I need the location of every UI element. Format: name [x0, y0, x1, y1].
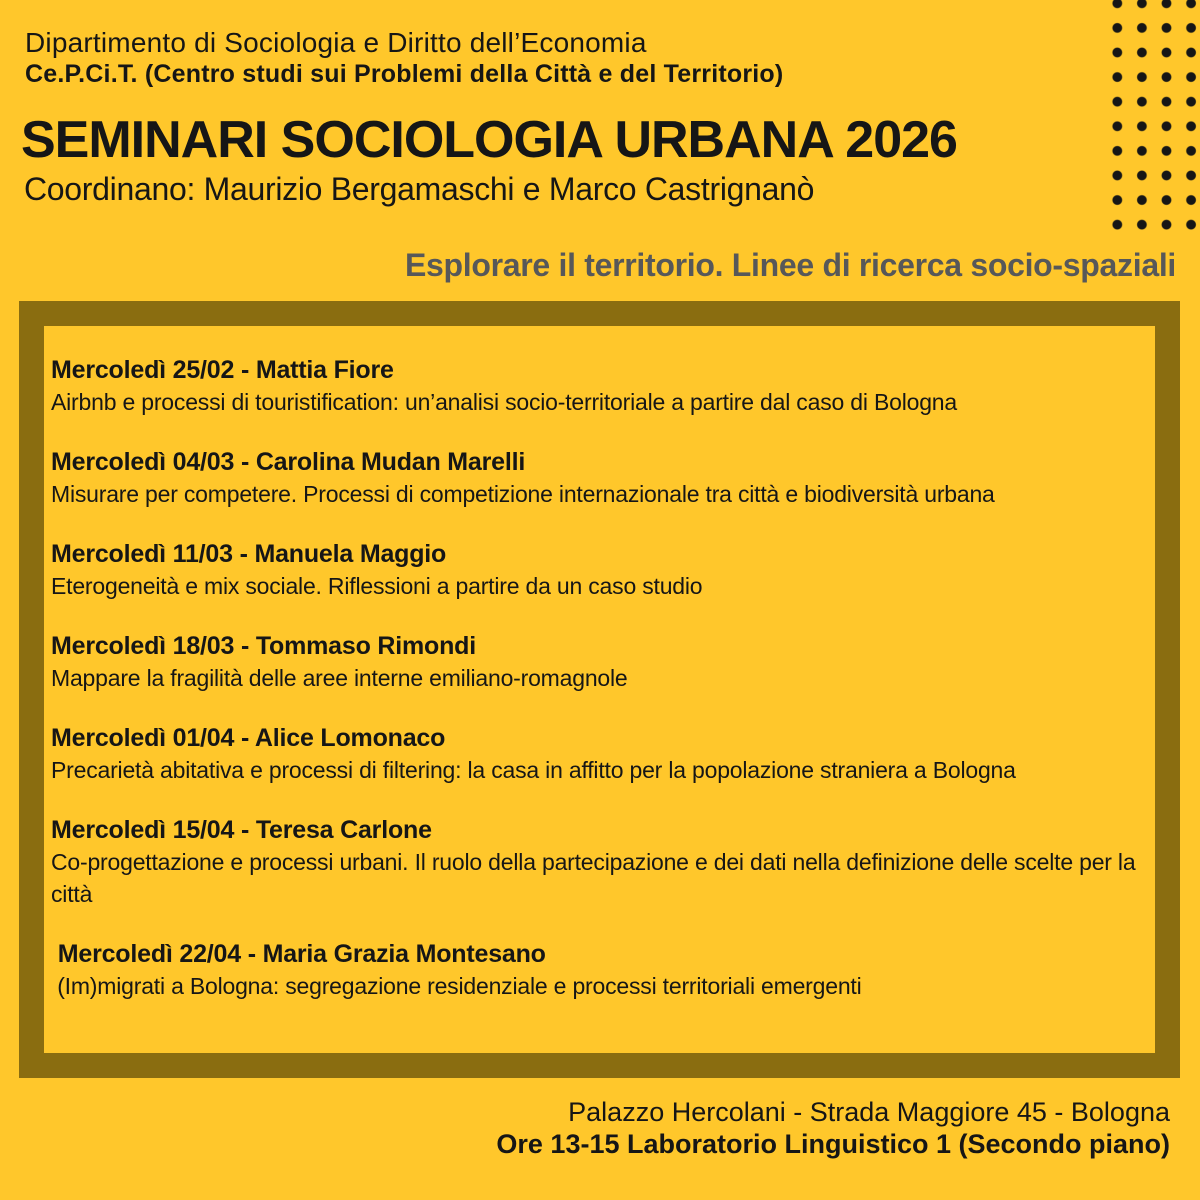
seminar-item-6 [51, 814, 1143, 910]
seminar-item-5 [51, 722, 1143, 786]
research-center-name: Ce.P.Ci.T. (Centro studi sui Problemi della Città e del Territorio) [25, 60, 784, 88]
seminar-item-1 [51, 354, 1143, 418]
seminar-date-speaker: Mercoledì 22/04 - Maria Grazia Montesano [51, 940, 546, 968]
seminar-item-7 [51, 938, 1143, 1002]
seminar-date-speaker: Mercoledì 18/03 - Tommaso Rimondi [51, 632, 476, 660]
seminar-date-speaker: Mercoledì 11/03 - Manuela Maggio [51, 540, 447, 568]
seminar-talk-title: Mappare la fragilità delle aree interne emiliano-romagnole [51, 665, 628, 691]
venue-line: Palazzo Hercolani - Strada Maggiore 45 - Bologna [568, 1097, 1170, 1127]
seminar-date-speaker: Mercoledì 25/02 - Mattia Fiore [51, 356, 394, 384]
seminar-item-4 [51, 630, 1143, 694]
seminar-date-speaker: Mercoledì 01/04 - Alice Lomonaco [51, 724, 446, 752]
dot-grid-icon [1105, 0, 1200, 231]
time-room-line: Ore 13-15 Laboratorio Linguistico 1 (Secondo piano) [496, 1129, 1170, 1159]
coordinators-line: Coordinano: Maurizio Bergamaschi e Marco Castrignanò [24, 171, 815, 207]
department-name: Dipartimento di Sociologia e Diritto dell’Economia [25, 27, 647, 58]
seminar-talk-title: Precarietà abitativa e processi di filtering: la casa in affitto per la popolazione straniera a Bologna [51, 757, 1016, 783]
seminar-list-box [19, 301, 1180, 1078]
seminar-date-speaker: Mercoledì 15/04 - Teresa Carlone [51, 816, 432, 844]
series-subtitle: Esplorare il territorio. Linee di ricerca socio-spaziali [404, 247, 1176, 283]
seminar-talk-title: Misurare per competere. Processi di competizione internazionale tra città e biodiversità urbana [51, 481, 995, 507]
seminar-item-3 [51, 538, 1143, 602]
seminar-talk-title: (Im)migrati a Bologna: segregazione residenziale e processi territoriali emergenti [51, 973, 862, 999]
page-title: SEMINARI SOCIOLOGIA URBANA 2026 [21, 111, 957, 169]
seminar-talk-title: Co-progettazione e processi urbani. Il ruolo della partecipazione e dei dati nella definizione delle scelte per la città [51, 849, 1142, 907]
seminar-item-2 [51, 446, 1143, 510]
seminar-talk-title: Eterogeneità e mix sociale. Riflessioni a partire da un caso studio [51, 573, 703, 599]
seminar-date-speaker: Mercoledì 04/03 - Carolina Mudan Marelli [51, 448, 526, 476]
seminar-talk-title: Airbnb e processi di touristification: un’analisi socio-territoriale a partire dal caso di Bologna [51, 389, 957, 415]
